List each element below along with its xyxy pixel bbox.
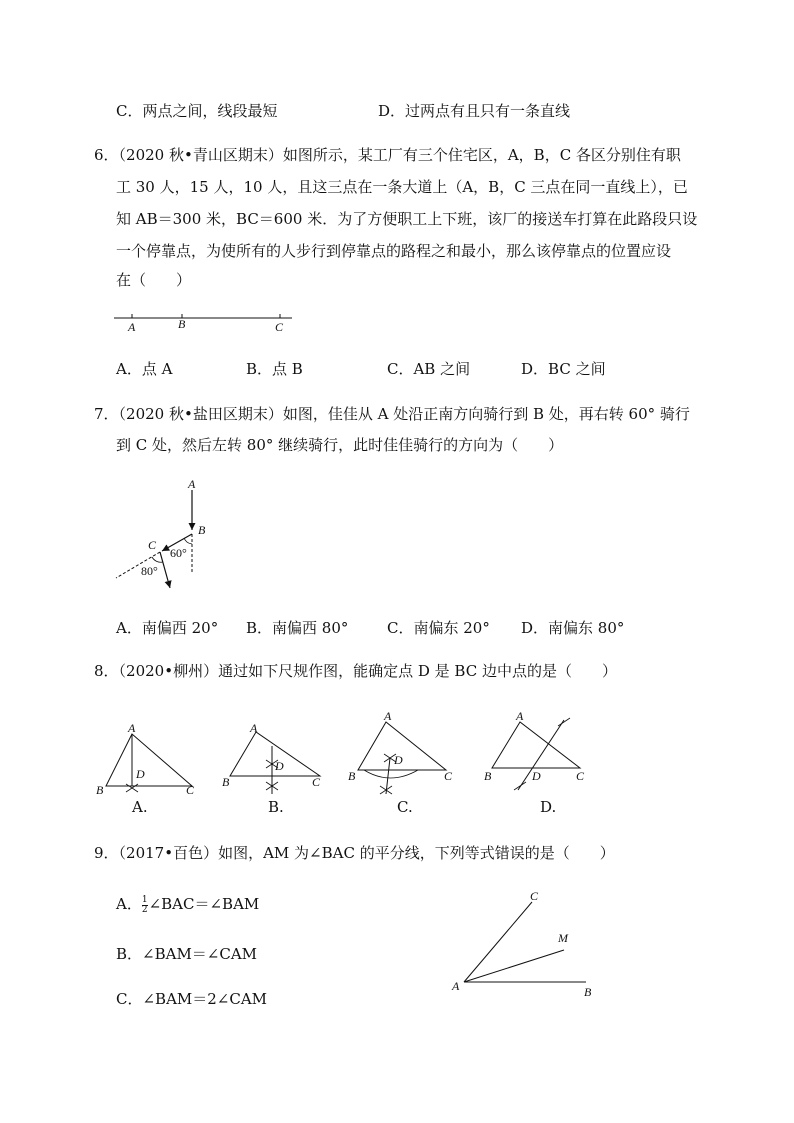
q6-option-d: D．BC 之间 <box>521 360 606 378</box>
q8a-label-a: A <box>128 721 136 735</box>
q9-option-a <box>116 894 259 915</box>
q5-option-d: D．过两点有且只有一条直线 <box>378 102 571 120</box>
q8d-label-c: C <box>576 769 585 783</box>
q9-figure <box>446 886 606 1002</box>
q8-figure-d <box>480 706 600 798</box>
q9-frac-num: 1 <box>141 894 148 905</box>
q8d-label-d: D <box>532 769 541 783</box>
q6-line-2: 工 30 人，15 人，10 人，且这三点在一条大道上（A，B，C 三点在同一直线上），已 <box>116 178 688 196</box>
q6-option-b: B．点 B <box>246 360 303 378</box>
q6-label-c: C <box>275 320 284 334</box>
q9-ray-am <box>464 950 564 982</box>
q7-line-1: 7．（2020 秋•盐田区期末）如图，佳佳从 A 处沿正南方向骑行到 B 处，再右转 60° 骑行 <box>94 405 690 423</box>
q9-option-c: C．∠BAM＝2∠CAM <box>116 990 268 1008</box>
q9-line: 9．（2017•百色）如图，AM 为∠BAC 的平分线，下列等式错误的是（ ） <box>94 844 615 862</box>
q9-option-a-fraction <box>142 896 148 915</box>
q8c-label-b: B <box>348 769 356 783</box>
q7-label-a: A <box>188 477 196 491</box>
q9-label-a: A <box>452 979 460 993</box>
q9-option-a-rest: ∠BAC＝∠BAM <box>148 895 260 913</box>
q9-label-m: M <box>558 931 568 945</box>
q5-option-c: C．两点之间，线段最短 <box>116 102 278 120</box>
q8d-label-a: A <box>516 709 524 723</box>
q9-option-b: B．∠BAM＝∠CAM <box>116 945 258 963</box>
q6-label-b: B <box>178 317 186 331</box>
q8b-label-b: B <box>222 775 230 789</box>
q8b-label-c: C <box>312 775 321 789</box>
q8-figure-a <box>94 722 204 802</box>
q6-line-5: 在（ ） <box>116 271 192 289</box>
q7-option-b: B．南偏西 80° <box>246 619 349 637</box>
q8-caption-b: B. <box>268 798 284 816</box>
q7-arc-60 <box>184 538 192 544</box>
q8a-label-d: D <box>136 767 145 781</box>
q7-path-c-onward <box>160 552 170 588</box>
q6-option-a: A．点 A <box>116 360 173 378</box>
q9-ray-ac <box>464 902 532 982</box>
q6-line-4: 一个停靠点，为使所有的人步行到停靠点的路程之和最小，那么该停靠点的位置应设 <box>116 242 672 260</box>
q8c-label-d: D <box>394 753 403 767</box>
q9-option-a-prefix: A． <box>116 895 142 913</box>
q8c-label-c: C <box>444 769 453 783</box>
q7-option-d: D．南偏东 80° <box>521 619 625 637</box>
q8a-label-b: B <box>96 783 104 797</box>
q9-frac-den: 2 <box>141 904 148 915</box>
q8-caption-a: A. <box>132 798 148 816</box>
q7-label-c: C <box>148 538 157 552</box>
q7-label-b: B <box>198 523 206 537</box>
q7-line-2: 到 C 处，然后左转 80° 继续骑行，此时佳佳骑行的方向为（ ） <box>116 436 564 454</box>
q7-option-a: A．南偏西 20° <box>116 619 219 637</box>
q7-figure <box>110 474 220 602</box>
q8-figure-c <box>346 708 466 800</box>
q7-angle-80: 80° <box>141 564 158 578</box>
q8-caption-c: C. <box>397 798 413 816</box>
q8c-label-a: A <box>384 709 392 723</box>
q8b-label-a: A <box>250 721 258 735</box>
q6-line-1: 6．（2020 秋•青山区期末）如图所示，某工厂有三个住宅区，A，B，C 各区分别住有职 <box>94 146 681 164</box>
q8-caption-d: D. <box>540 798 557 816</box>
q8a-label-c: C <box>186 783 195 797</box>
q9-label-b: B <box>584 985 592 999</box>
q6-figure <box>110 306 300 336</box>
q7-angle-60: 60° <box>170 546 187 560</box>
q6-label-a: A <box>128 320 136 334</box>
q8d-label-b: B <box>484 769 492 783</box>
q6-option-c: C．AB 之间 <box>387 360 471 378</box>
q7-option-c: C．南偏东 20° <box>387 619 490 637</box>
q6-line-3: 知 AB＝300 米，BC＝600 米．为了方便职工上下班，该厂的接送车打算在此路段只设 <box>116 210 698 228</box>
q8-figure-b <box>220 718 330 798</box>
q8b-label-d: D <box>275 759 284 773</box>
q8-line: 8．（2020•柳州）通过如下尺规作图，能确定点 D 是 BC 边中点的是（ ） <box>94 662 617 680</box>
q9-label-c: C <box>530 889 539 903</box>
